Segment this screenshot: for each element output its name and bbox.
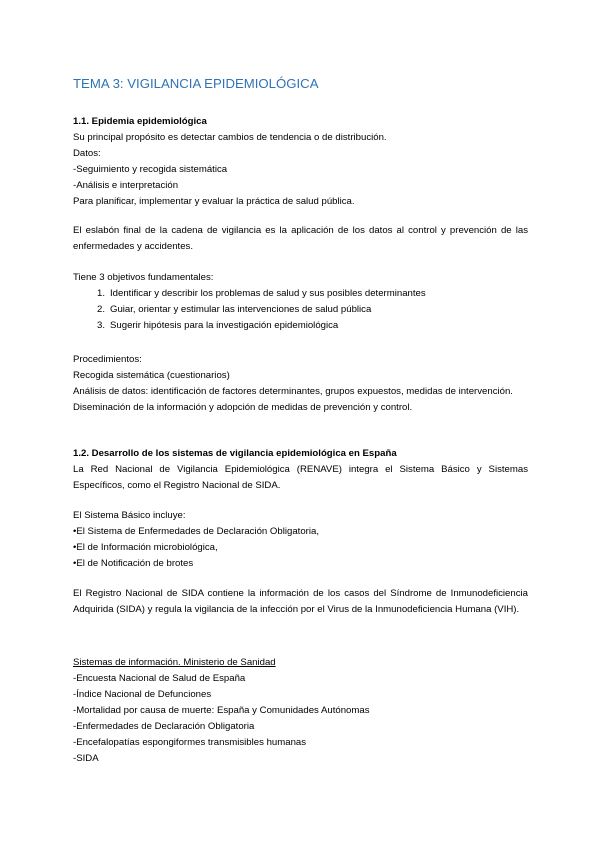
paragraph: El eslabón final de la cadena de vigilancia es la aplicación de los datos al control y prevención de las enfermedades y accidentes. (73, 225, 528, 252)
info-systems-list (73, 655, 528, 767)
list-number: 1. (96, 288, 105, 299)
list-item (73, 318, 528, 334)
list-item: -Encuesta Nacional de Salud de España (73, 673, 246, 684)
info-systems-title: Sistemas de información. Ministerio de Sanidad (73, 657, 276, 668)
list-number: 2. (96, 304, 105, 315)
list-item: -Encefalopatías espongiformes transmisibles humanas (73, 737, 307, 748)
objectives-list (73, 270, 528, 334)
section-heading: 1.1. Epidemia epidemiológica (73, 116, 207, 127)
list-item: -Índice Nacional de Defunciones (73, 689, 212, 700)
list-text: Identificar y describir los problemas de salud y sus posibles determinantes (110, 288, 426, 299)
page-title: TEMA 3: VIGILANCIA EPIDEMIOLÓGICA (73, 76, 319, 91)
paragraph: El Registro Nacional de SIDA contiene la información de los casos del Síndrome de Inmunodeficiencia Adquirida (SIDA) y regula la vigilancia de la infección por el Virus de la Inmunodeficiencia Humana (VIH). (73, 588, 528, 615)
list-number: 3. (96, 320, 105, 331)
basic-system-list (73, 508, 528, 572)
list-item: •El de Notificación de brotes (73, 558, 194, 569)
text-line: Su principal propósito es detectar cambios de tendencia o de distribución. (73, 132, 387, 143)
paragraph: Análisis de datos: identificación de factores determinantes, grupos expuestos, medidas de intervención. (73, 386, 513, 397)
text-line: Diseminación de la información y adopción de medidas de prevención y control. (73, 402, 413, 413)
list-item: -SIDA (73, 753, 99, 764)
section-heading: 1.2. Desarrollo de los sistemas de vigilancia epidemiológica en España (73, 448, 397, 459)
text-line: Datos: (73, 148, 101, 159)
paragraph: La Red Nacional de Vigilancia Epidemiológica (RENAVE) integra el Sistema Básico y Sistemas Específicos, como el Registro Nacional de SIDA. (73, 464, 528, 491)
objectives-intro: Tiene 3 objetivos fundamentales: (73, 272, 214, 283)
procedures (73, 352, 528, 416)
section-1-1 (73, 114, 528, 210)
text-line: -Seguimiento y recogida sistemática (73, 164, 228, 175)
text-line: Para planificar, implementar y evaluar la práctica de salud pública. (73, 196, 355, 207)
section-1-2 (73, 446, 528, 494)
list-text: Guiar, orientar y estimular las intervenciones de salud pública (110, 304, 372, 315)
list-item: •El Sistema de Enfermedades de Declaración Obligatoria, (73, 526, 319, 537)
list-item (73, 302, 528, 318)
list-item (73, 286, 528, 302)
text-line: Recogida sistemática (cuestionarios) (73, 370, 230, 381)
text-line: El Sistema Básico incluye: (73, 510, 186, 521)
list-text: Sugerir hipótesis para la investigación epidemiológica (110, 320, 339, 331)
text-line: -Análisis e interpretación (73, 180, 179, 191)
list-item: -Enfermedades de Declaración Obligatoria (73, 721, 255, 732)
list-item: •El de Información microbiológica, (73, 542, 218, 553)
text-line: Procedimientos: (73, 354, 142, 365)
list-item: -Mortalidad por causa de muerte: España y Comunidades Autónomas (73, 705, 370, 716)
